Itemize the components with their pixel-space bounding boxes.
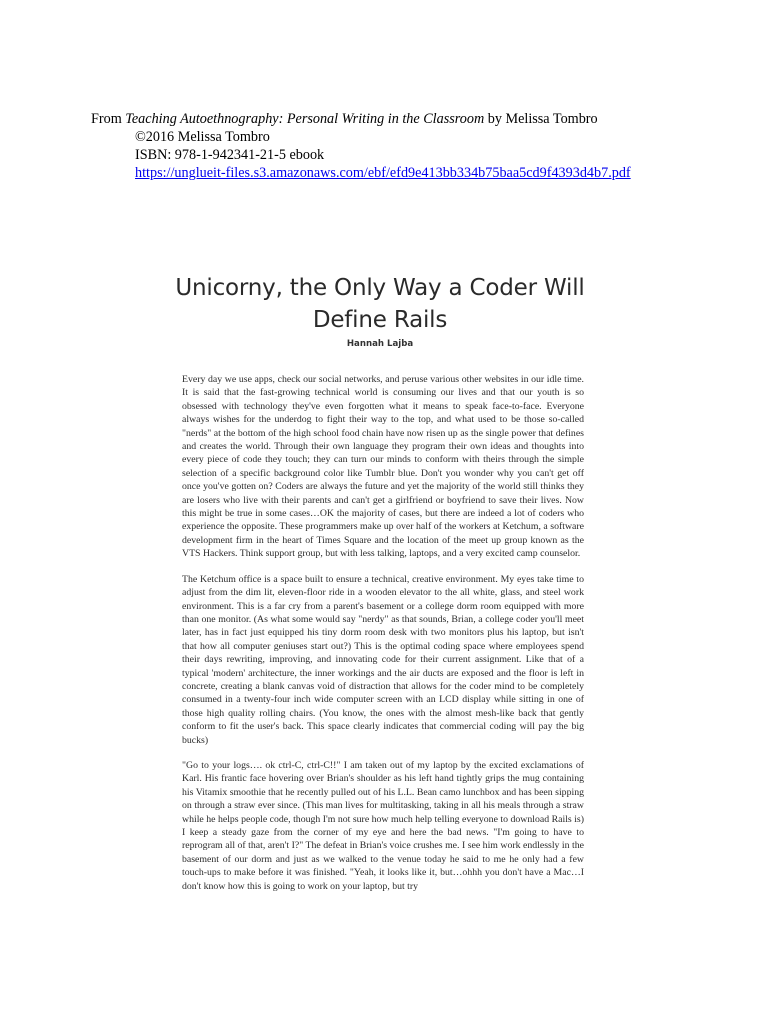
essay-paragraph-2: The Ketchum office is a space built to ensure a technical, creative environment. My eyes take time to adjust from the dim lit, eleven-floor ride in a wooden elevator to the all white, glass, and steel work environment. This is a far cry from a parent's basement or a college dorm room equipped with more than one monitor. (As what some would say "nerdy" as that sounds, Brian, a college coder you'll meet later, has in fact just equipped his tiny dorm room desk with two monitors plus his laptop, but isn't that how all computer geniuses start out?) This is the optimal coding space where employees spend their days rewriting, improving, and innovating code for their current assignment. Like that of a typical 'modern' architecture, the inner workings and the air ducts are exposed and the floor is left in concrete, creating a blank canvas void of distraction that allows for the coder mind to be completely consumed in a twenty-four inch wide computer screen with an LCD display while sitting in one of those high quality rolling chairs. (You know, the ones with the almost mesh-like back that gently conform to fit the user's back. This space clearly indicates that commercial coding will pay the big bucks) bbox=[182, 573, 584, 746]
citation-block bbox=[91, 110, 731, 182]
source-url-link[interactable]: https://unglueit-files.s3.amazonaws.com/ebf/efd9e413bb334b75baa5cd9f4393d4b7.pdf bbox=[135, 165, 631, 181]
citation-author: by Melissa Tombro bbox=[484, 111, 598, 127]
essay-title-line-2: Define Rails bbox=[312, 307, 448, 333]
essay-title bbox=[150, 272, 610, 336]
book-title: Teaching Autoethnography: Personal Writing in the Classroom bbox=[125, 111, 485, 127]
isbn-line: ISBN: 978-1-942341-21-5 ebook bbox=[135, 147, 325, 163]
essay-paragraph-1: Every day we use apps, check our social networks, and peruse various other websites in our idle time. It is said that the fast-growing technical world is consuming our lives and that our youth is so obsessed with technology they've even forgotten what it means to speak face-to-face. Everyone always wishes for the underdog to fight their way to the top, and what used to be those so-called "nerds" at the bottom of the high school food chain have now risen up as the single power that defines and creates the world. Through their own language they program their own ideas and thoughts into every piece of code they touch; they can turn our minds to conform with theirs through the simple selection of a specific background color like Tumblr blue. Don't you wonder why you can't get off once you've gotten on? Coders are always the future and yet the majority of the world still thinks they are losers who live with their parents and can't get a girlfriend or boyfriend to save their lives. Now this might be true in some cases…OK the majority of cases, but there are indeed a lot of coders who experience the opposite. These programmers make up over half of the workers at Ketchum, a software development firm in the heart of Times Square and the location of the meet up group known as the VTS Hackers. Think support group, but with less talking, laptops, and a very excited camp counselor. bbox=[182, 374, 584, 560]
citation-from: From bbox=[91, 111, 126, 127]
essay-title-line-1: Unicorny, the Only Way a Coder Will bbox=[175, 275, 585, 301]
essay-paragraph-3: "Go to your logs…. ok ctrl-C, ctrl-C!!" I am taken out of my laptop by the excited exclamations of Karl. His frantic face hovering over Brian's shoulder as his left hand tightly grips the mug containing his Vitamix smoothie that he recently pulled out of his L.L. Bean camo lunchbox and has been sipping on through a straw ever since. (This man lives for multitasking, taking in all his meals through a straw while he helps people code, though I'm not sure how much help telling everyone to download Rails is) I keep a steady gaze from the corner of my eye and here the bad news. "I'm going to have to reprogram all of that, aren't I?" The defeat in Brian's voice crushes me. I see him work endlessly in the basement of our dorm and just as we walked to the venue today he said to me he only had a few touch-ups to make before it was finished. "Yeah, it looks like it, but…ohhh you don't have a Mac…I don't know how this is going to work on your laptop, but try bbox=[182, 759, 584, 892]
copyright-line: ©2016 Melissa Tombro bbox=[135, 129, 270, 145]
essay-author: Hannah Lajba bbox=[346, 339, 414, 349]
citation-source-line bbox=[91, 110, 731, 128]
essay-body bbox=[182, 373, 584, 905]
